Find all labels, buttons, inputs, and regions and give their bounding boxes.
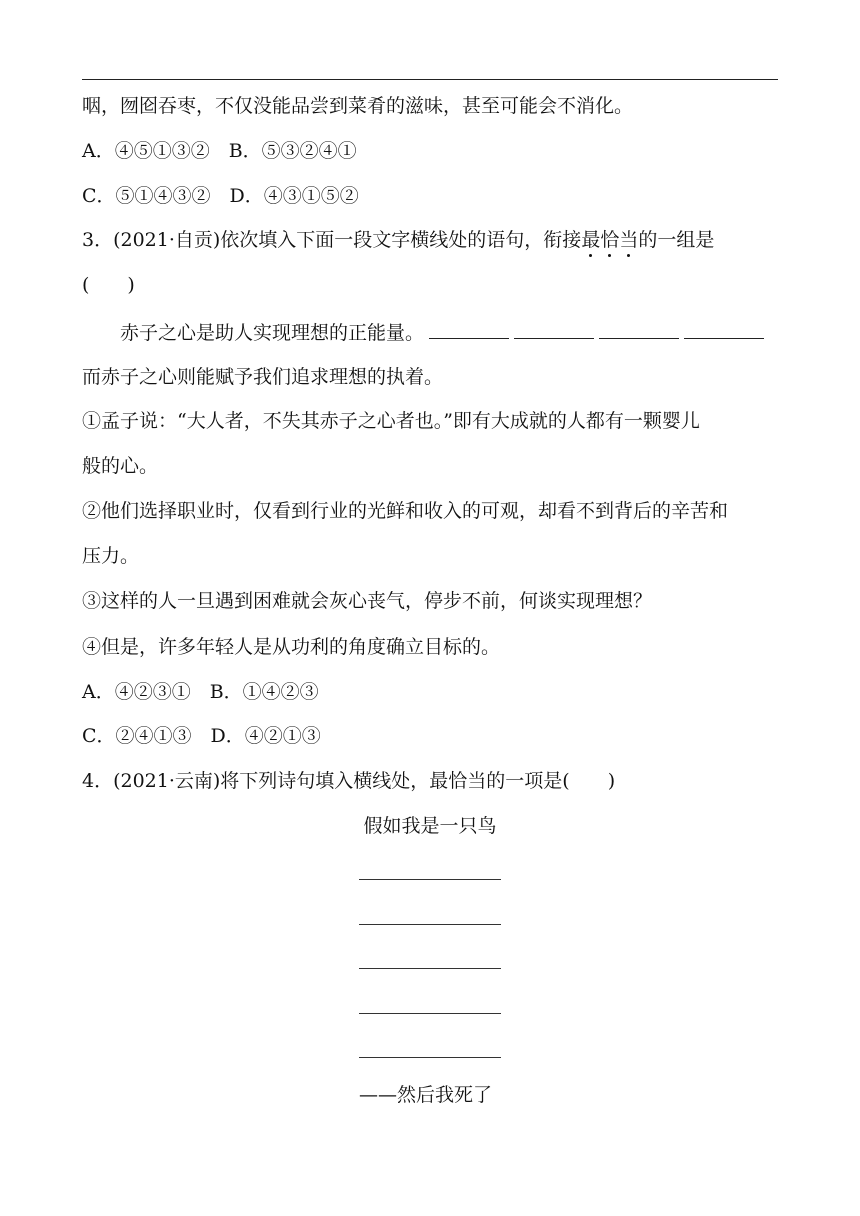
poem-blank-4 — [359, 1013, 501, 1014]
option-2-line-b: 压力。 — [82, 545, 140, 567]
poem-blank-1 — [359, 879, 501, 880]
poem-blank-3 — [359, 968, 501, 969]
emphasis-char-1: 最 — [581, 229, 601, 251]
q3-options-ab: A．④②③① B．①④②③ — [82, 681, 319, 703]
option-1-line-b: 般的心。 — [82, 455, 159, 477]
q3-stem-prefix: 3．(2021·自贡)依次填入下面一段文字横线处的语句，衔接 — [82, 229, 582, 251]
q3-stem-suffix: 的一组是 — [638, 229, 715, 251]
emphasis-char-3: 当 — [619, 229, 639, 251]
q2-options-cd: C．⑤①④③② D．④③①⑤② — [82, 185, 359, 207]
q3-answer-paren: ( ) — [82, 274, 135, 296]
blank-3 — [599, 320, 679, 339]
poem-blank-5 — [359, 1057, 501, 1058]
poem-title: 假如我是一只鸟 — [363, 815, 497, 837]
text-line-continuation: 咽，囫囵吞枣，不仅没能品尝到菜肴的滋味，甚至可能会不消化。 — [82, 95, 634, 117]
option-2-line-a: ②他们选择职业时，仅看到行业的光鲜和收入的可观，却看不到背后的辛苦和 — [82, 500, 729, 522]
q3-options-cd: C．②④①③ D．④②①③ — [82, 725, 321, 747]
passage-blanks — [424, 320, 764, 345]
poem-ending: ——然后我死了 — [359, 1084, 493, 1106]
blank-4 — [684, 320, 764, 339]
blank-1 — [429, 320, 509, 339]
blank-2 — [514, 320, 594, 339]
passage-line-2: 而赤子之心则能赋予我们追求理想的执着。 — [82, 366, 444, 388]
top-rule — [82, 79, 778, 80]
option-4: ④但是，许多年轻人是从功利的角度确立目标的。 — [82, 636, 501, 658]
option-3: ③这样的人一旦遇到困难就会灰心丧气，停步不前，何谈实现理想？ — [82, 590, 653, 612]
option-1-line-a: ①孟子说：“大人者，不失其赤子之心者也。”即有大成就的人都有一颗婴儿 — [82, 410, 700, 432]
passage-line-1 — [120, 320, 764, 345]
passage-text: 赤子之心是助人实现理想的正能量。 — [120, 322, 425, 344]
q3-stem — [82, 228, 714, 252]
q2-options-ab: A．④⑤①③② B．⑤③②④① — [82, 140, 357, 162]
poem-blank-2 — [359, 924, 501, 925]
q4-stem: 4．(2021·云南)将下列诗句填入横线处，最恰当的一项是( ) — [82, 770, 616, 792]
emphasis-char-2: 恰 — [600, 229, 620, 251]
